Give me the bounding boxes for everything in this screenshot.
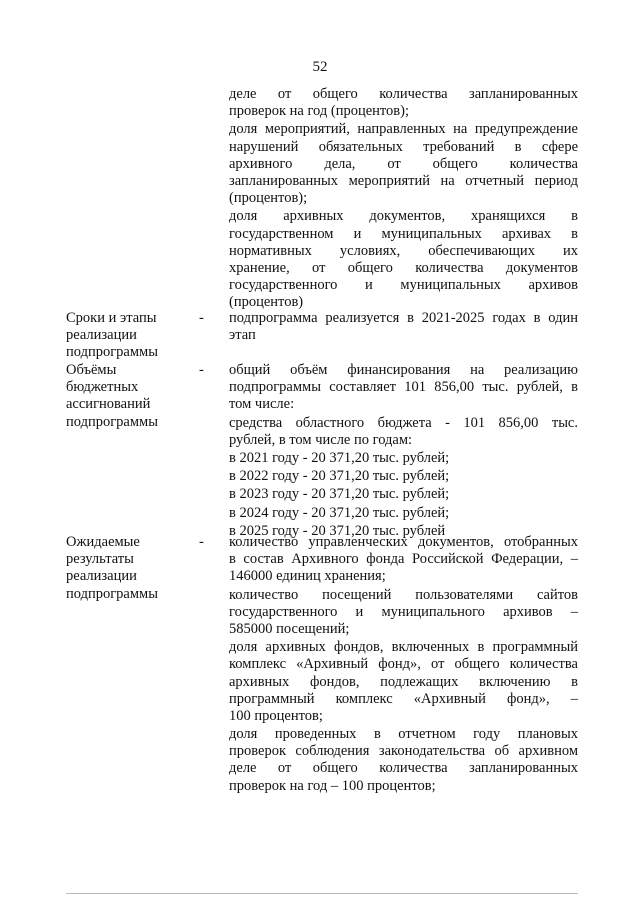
text-line: архивного дела, от общего количества [229,155,578,172]
text-line: доля проведенных в отчетном году плановых [229,726,578,743]
label-line: бюджетных [66,379,139,396]
text-line: количество посещений пользователями сайтов [229,586,578,603]
label-line: Объёмы [66,362,117,378]
text-line: государственном и муниципальных архивах в [229,225,578,242]
label-line: Сроки и этапы [66,310,157,326]
content-paragraph [229,362,578,414]
text-line: рублей, в том числе по годам: [229,431,413,448]
text-line: этап [229,327,256,344]
text-line: государственного и муниципального архивов – [229,603,578,620]
text-line: деле от общего количества запланированных [229,760,578,777]
text-line: государственного и муниципальных архивов [229,277,578,294]
content-paragraph [229,468,578,485]
row-dash: - [199,362,204,378]
label-line: подпрограммы [66,344,158,361]
text-line: 585000 посещений; [229,620,350,637]
intro-paragraph [229,121,578,207]
text-line: в 2025 году - 20 371,20 тыс. рублей [229,522,446,539]
text-line: 100 процентов; [229,707,323,724]
content-paragraph [229,639,578,725]
text-line: нарушений обязательных требований в сфере [229,138,578,155]
label-line: подпрограммы [66,413,158,430]
text-line: подпрограмма реализуется в 2021-2025 годах в один [229,310,578,326]
text-line: проверок на год – 100 процентов; [229,777,436,794]
content-paragraph [229,415,578,449]
intro-paragraph [229,208,578,311]
text-line: комплекс «Архивный фонд», от общего количества [229,656,578,673]
text-line: в 2021 году - 20 371,20 тыс. рублей; [229,449,450,466]
text-line: программный комплекс «Архивный фонд», – [229,690,578,707]
row-label [66,534,194,603]
text-line: доля архивных фондов, включенных в программный [229,639,578,656]
text-line: хранение, от общего количества документов [229,259,578,276]
text-line: доля архивных документов, хранящихся в [229,208,578,225]
row-label [66,310,194,362]
content-paragraph [229,587,578,639]
text-line: архивных фондов, подлежащих включению в [229,673,578,690]
row-content [229,310,578,345]
content-paragraph [229,450,578,467]
row-content [229,534,578,796]
text-line: (процентов); [229,190,308,207]
text-line: (процентов) [229,294,304,311]
label-line: ассигнований [66,396,151,413]
page-bottom-rule [66,893,578,894]
text-line: деле от общего количества запланированных [229,86,578,102]
row-dash: - [199,534,204,550]
row-label [66,362,194,431]
content-paragraph [229,534,578,586]
label-line: результаты [66,551,134,568]
text-line: общий объём финансирования на реализацию [229,362,578,378]
text-line: запланированных мероприятий на отчетный период [229,172,578,189]
text-line: 146000 единиц хранения; [229,568,386,585]
label-line: реализации [66,327,137,344]
text-line: в 2022 году - 20 371,20 тыс. рублей; [229,468,450,485]
text-line: в 2023 году - 20 371,20 тыс. рублей; [229,486,450,503]
text-line: подпрограммы составляет 101 856,00 тыс. рублей, в [229,379,578,396]
content-paragraph [229,310,578,344]
text-line: проверок на год (процентов); [229,103,410,120]
label-line: реализации [66,568,137,585]
text-line: том числе: [229,396,295,413]
text-line: доля мероприятий, направленных на предупреждение [229,121,578,138]
label-line: подпрограммы [66,585,158,602]
page-number: 52 [312,59,328,75]
content-paragraph [229,505,578,522]
text-line: проверок соблюдения законодательства об архивном [229,743,578,760]
label-line: Ожидаемые [66,534,140,550]
content-paragraph [229,726,578,795]
text-line: средства областного бюджета - 101 856,00 тыс. [229,414,578,431]
intro-paragraph [229,86,578,120]
text-line: в состав Архивного фонда Российской Федерации, – [229,551,578,568]
row-dash: - [199,310,204,326]
text-line: нормативных условиях, обеспечивающих их [229,242,578,259]
intro-content [229,86,578,312]
text-line: в 2024 году - 20 371,20 тыс. рублей; [229,504,450,521]
content-paragraph [229,486,578,503]
text-line: количество управленческих документов, отобранных [229,534,578,550]
row-content [229,362,578,541]
